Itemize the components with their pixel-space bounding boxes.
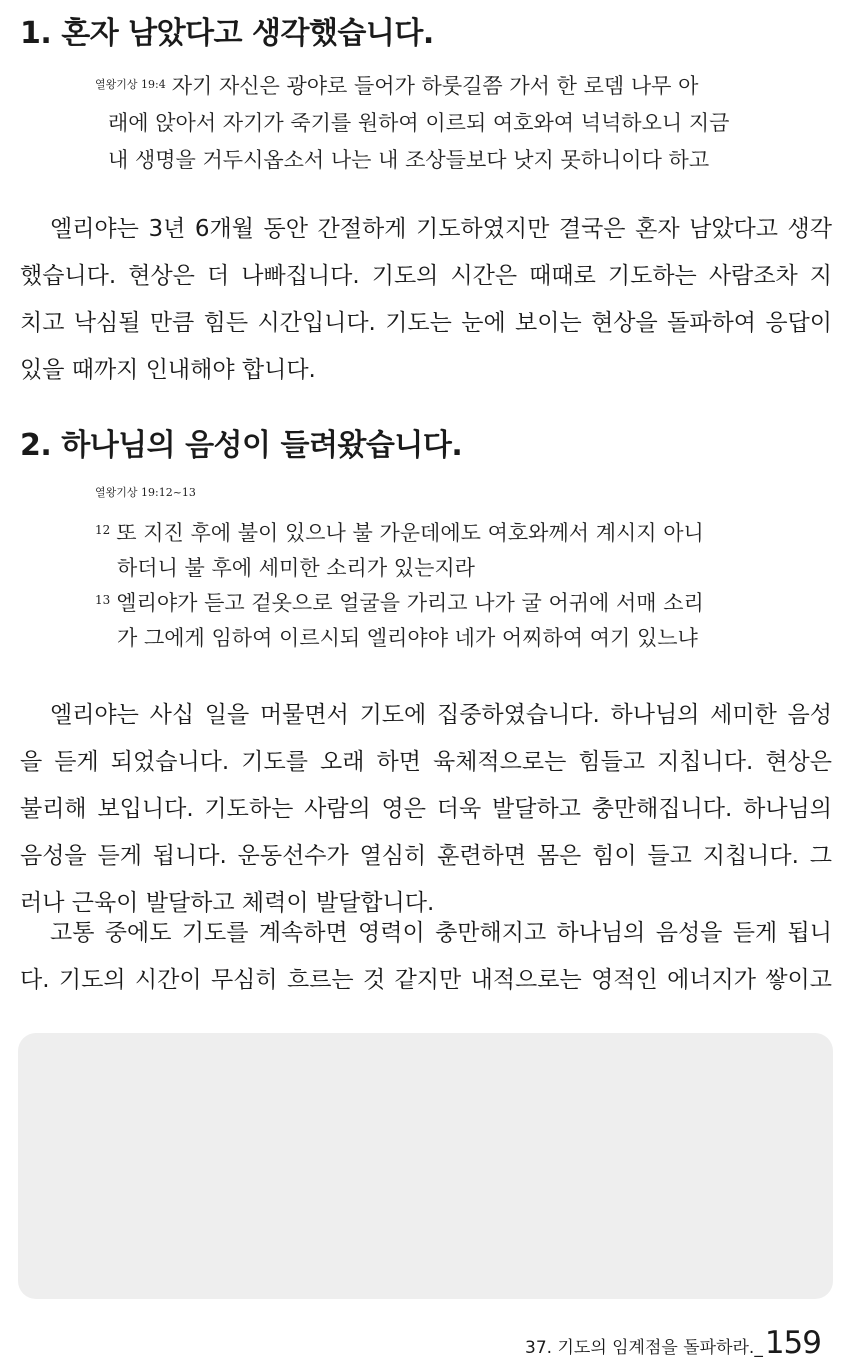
paragraph-line: 을 듣게 되었습니다. 기도를 오래 하면 육체적으로는 힘들고 지칩니다. 현상은 [20, 749, 832, 775]
body-paragraph-1 [20, 206, 832, 394]
page-number: 159 [764, 1325, 821, 1361]
quote-line: 내 생명을 거두시옵소서 나는 내 조상들보다 낫지 못하니이다 하고 [108, 148, 710, 172]
section-1-heading: 1. 혼자 남았다고 생각했습니다. [20, 16, 434, 51]
quote-reference: 열왕기상 19:4 [95, 78, 166, 91]
verse-line: 가 그에게 임하여 이르시되 엘리야야 네가 어찌하여 여기 있느냐 [117, 626, 698, 650]
paragraph-line: 치고 낙심될 만큼 힘든 시간입니다. 기도는 눈에 보이는 현상을 돌파하여 응답이 [20, 310, 832, 336]
paragraph-line: 불리해 보입니다. 기도하는 사람의 영은 더욱 발달하고 충만해집니다. 하나님의 [20, 796, 832, 822]
empty-note-box [18, 1033, 833, 1299]
quote-line: 래에 앉아서 자기가 죽기를 원하여 이르되 여호와여 넉넉하오니 지금 [108, 111, 730, 135]
body-paragraph-2 [20, 692, 832, 927]
quote-reference: 열왕기상 19:12~13 [95, 486, 196, 499]
verse-13 [95, 586, 775, 656]
paragraph-line: 했습니다. 현상은 더 나빠집니다. 기도의 시간은 때때로 기도하는 사람조차 지 [20, 263, 832, 289]
quote-line: 자기 자신은 광야로 들어가 하룻길쯤 가서 한 로뎀 나무 아 [171, 74, 699, 98]
paragraph-line: 고통 중에도 기도를 계속하면 영력이 충만해지고 하나님의 음성을 듣게 됩니 [50, 920, 832, 946]
paragraph-line: 엘리야는 사십 일을 머물면서 기도에 집중하였습니다. 하나님의 세미한 음성 [50, 702, 832, 728]
body-paragraph-3 [20, 910, 832, 1004]
paragraph-line: 음성을 듣게 됩니다. 운동선수가 열심히 훈련하면 몸은 힘이 들고 지칩니다. 그 [20, 843, 832, 869]
paragraph-line: 러나 근육이 발달하고 체력이 발달합니다. [20, 890, 435, 916]
verse-line: 또 지진 후에 불이 있으나 불 가운데에도 여호와께서 계시지 아니 [116, 521, 704, 545]
paragraph-line: 다. 기도의 시간이 무심히 흐르는 것 같지만 내적으로는 영적인 에너지가 쌓이고 [20, 967, 832, 993]
paragraph-line: 엘리야는 3년 6개월 동안 간절하게 기도하였지만 결국은 혼자 남았다고 생각 [50, 216, 832, 242]
scripture-quote-2 [95, 516, 775, 656]
verse-line: 엘리야가 듣고 겉옷으로 얼굴을 가리고 나가 굴 어귀에 서매 소리 [116, 591, 704, 615]
page-footer [525, 1325, 821, 1361]
verse-number: 12 [95, 523, 111, 537]
verse-12 [95, 516, 775, 586]
verse-number: 13 [95, 593, 111, 607]
chapter-title: 37. 기도의 임계점을 돌파하라._ [525, 1338, 763, 1358]
scripture-quote-1 [95, 68, 765, 179]
paragraph-line: 있을 때까지 인내해야 합니다. [20, 357, 316, 383]
verse-line: 하더니 불 후에 세미한 소리가 있는지라 [117, 556, 475, 580]
section-2-heading: 2. 하나님의 음성이 들려왔습니다. [20, 428, 463, 463]
